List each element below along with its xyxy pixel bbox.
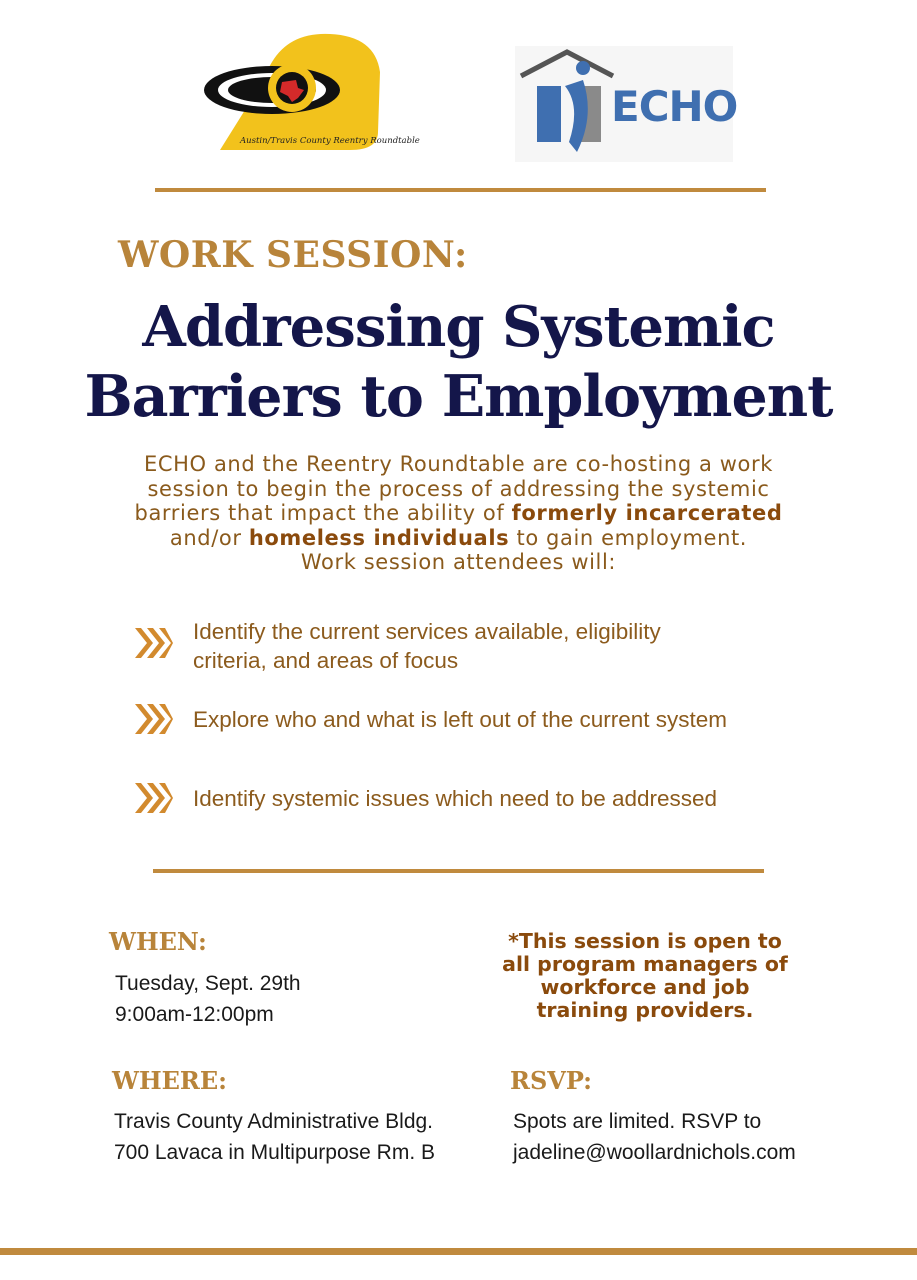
work-session-kicker: WORK SESSION: bbox=[118, 234, 468, 276]
echo-logo bbox=[515, 46, 738, 162]
intro-line-5: Work session attendees will: bbox=[300, 550, 617, 574]
chevron-right-icon bbox=[133, 781, 173, 815]
where-label: WHERE: bbox=[112, 1066, 228, 1095]
when-details bbox=[115, 968, 301, 1030]
bullet-item-1: Identify the current services available, eligibility criteria, and areas of focus bbox=[193, 619, 661, 673]
intro-line-1: ECHO and the Reentry Roundtable are co-hosting a work bbox=[144, 452, 773, 476]
intro-line-4: and/or homeless individuals to gain employment. bbox=[169, 525, 748, 550]
rsvp-email-link[interactable]: jadeline@woollardnichols.com bbox=[513, 1141, 796, 1164]
intro-line-3: barriers that impact the ability of formerly incarcerated bbox=[134, 501, 783, 525]
top-divider bbox=[155, 188, 766, 192]
venue-room: 700 Lavaca in Multipurpose Rm. B bbox=[114, 1141, 435, 1164]
reentry-roundtable-logo bbox=[200, 32, 420, 154]
event-time: 9:00am-12:00pm bbox=[115, 1003, 274, 1026]
event-date: Tuesday, Sept. 29th bbox=[115, 972, 301, 995]
formerly-incarcerated-emphasis: formerly incarcerated bbox=[511, 501, 783, 525]
bottom-divider bbox=[0, 1248, 917, 1255]
when-label: WHEN: bbox=[109, 927, 207, 956]
roundtable-logo-text: Austin/Travis County Reentry Roundtable bbox=[240, 136, 420, 146]
homeless-individuals-emphasis: homeless individuals bbox=[248, 525, 510, 550]
bullet-item-3: Identify systemic issues which need to be addressed bbox=[193, 786, 718, 811]
title-line-1: Addressing Systemic bbox=[142, 294, 775, 360]
audience-note: *This session is open to all program managers of workforce and job training providers. bbox=[502, 929, 788, 1022]
chevron-right-icon bbox=[133, 626, 173, 660]
rsvp-label: RSVP: bbox=[510, 1066, 592, 1095]
venue-building: Travis County Administrative Bldg. bbox=[114, 1110, 434, 1133]
chevron-right-icon bbox=[133, 702, 173, 736]
echo-logo-text: ECHO bbox=[611, 82, 738, 131]
rsvp-details bbox=[513, 1106, 796, 1168]
intro-line-2: session to begin the process of addressing the systemic bbox=[147, 476, 770, 501]
rsvp-note: Spots are limited. RSVP to bbox=[513, 1110, 762, 1133]
bullet-item-2: Explore who and what is left out of the current system bbox=[193, 707, 728, 732]
intro-paragraph bbox=[60, 452, 857, 575]
title-line-2: Barriers to Employment bbox=[84, 363, 833, 430]
middle-divider bbox=[153, 869, 764, 873]
where-details bbox=[114, 1106, 435, 1168]
